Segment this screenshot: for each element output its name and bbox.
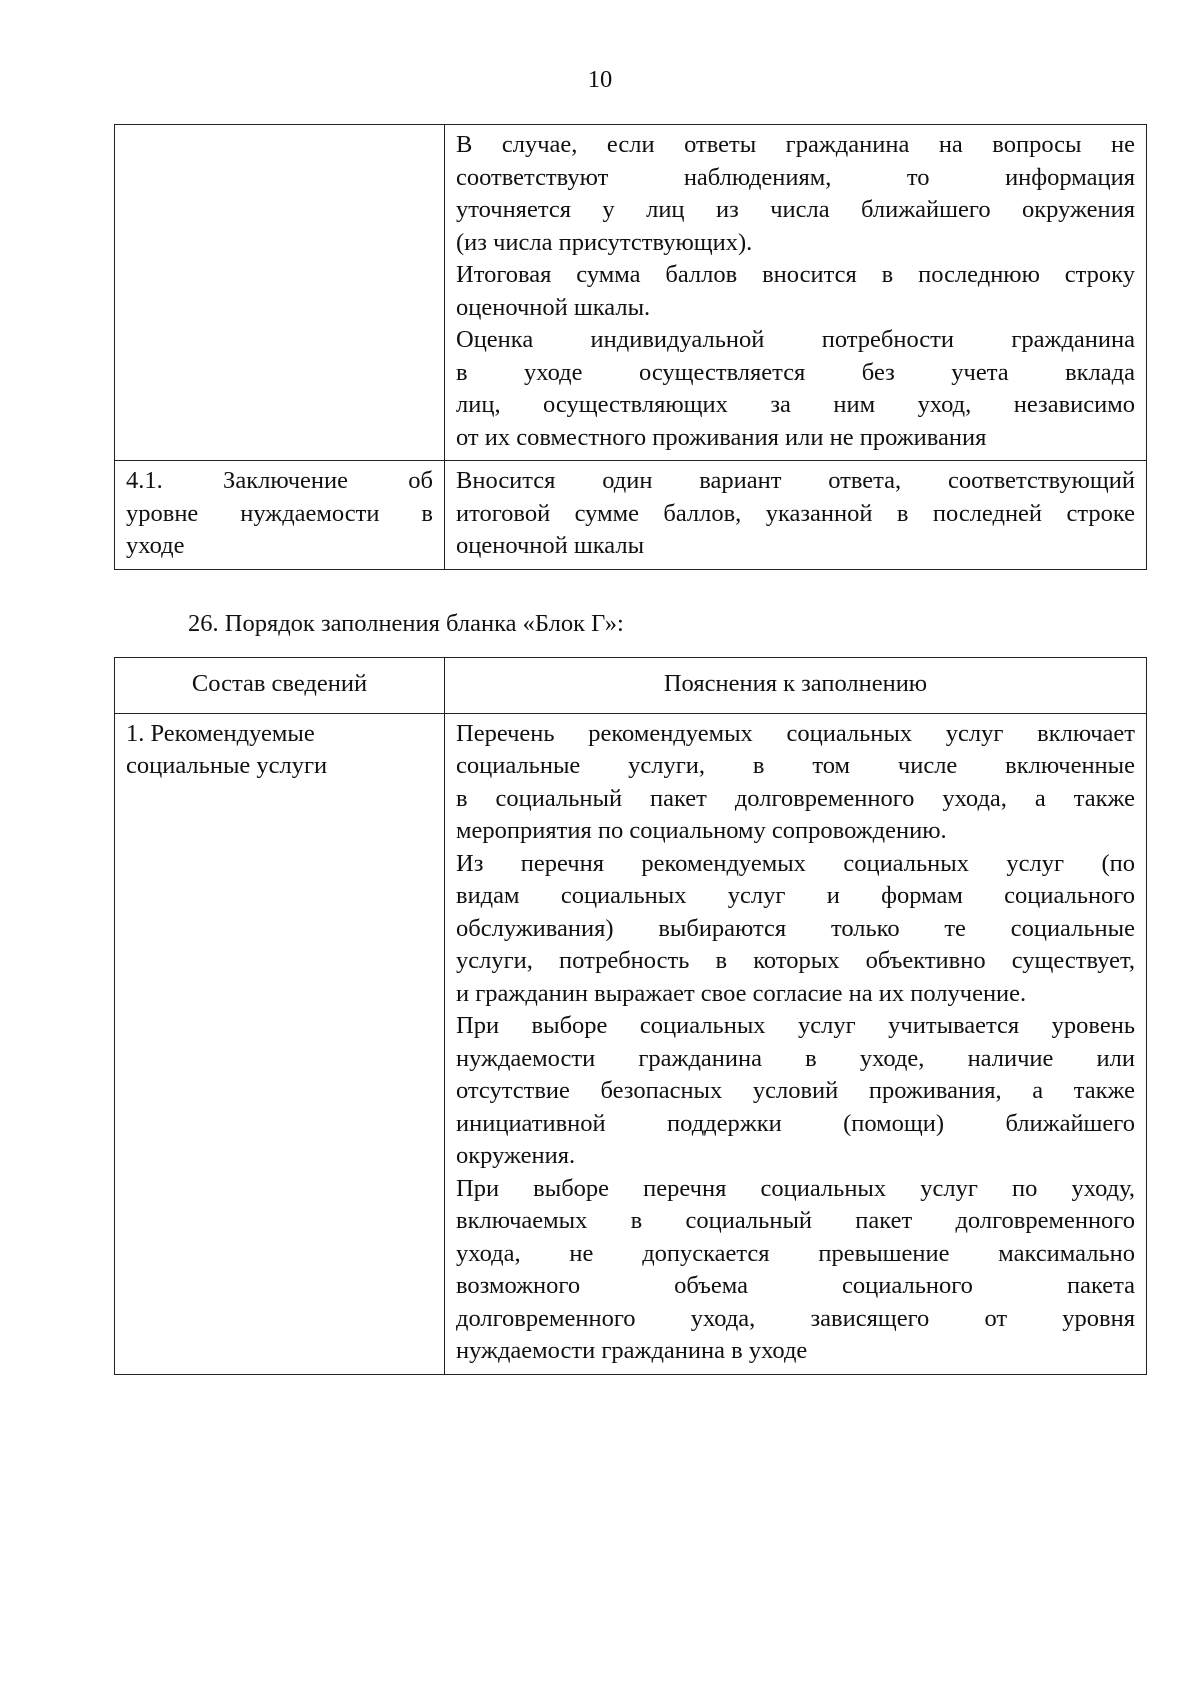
table-row xyxy=(115,461,1147,570)
text-line: Оценка индивидуальной потребности гражданина xyxy=(456,326,1135,353)
column-header: Состав сведений xyxy=(115,658,445,714)
text-line: окружения. xyxy=(456,1142,576,1169)
text-line: итоговой сумме баллов, указанной в последней строке xyxy=(456,499,1135,527)
table-cell-explanation xyxy=(445,125,1147,461)
text-line: Итоговая сумма баллов вносится в последнюю строку xyxy=(456,261,1135,288)
table-cell-explanation xyxy=(445,713,1147,1374)
text-line: Вносится один вариант ответа, соответствующий xyxy=(456,467,1135,494)
text-line: нуждаемости гражданина в уходе xyxy=(456,1337,808,1364)
text-line: 4.1. Заключение об xyxy=(126,467,433,494)
block-g-table xyxy=(114,657,1147,1375)
text-line: соответствуют наблюдениям, то информация xyxy=(456,163,1135,191)
text-line: услуги, потребность в которых объективно существует, xyxy=(456,947,1135,974)
table-cell-empty xyxy=(115,125,445,461)
text-line: видам социальных услуг и формам социального xyxy=(456,882,1135,909)
text-line: уходе xyxy=(126,532,185,559)
text-line: обслуживания) выбираются только те социальные xyxy=(456,914,1135,942)
text-line: оценочной шкалы. xyxy=(456,293,651,321)
text-line: При выборе социальных услуг учитывается уровень xyxy=(456,1012,1135,1039)
text-line: уточняется у лиц из числа ближайшего окружения xyxy=(456,196,1135,223)
text-line: инициативной поддержки (помощи) ближайшего xyxy=(456,1109,1135,1137)
text-line: оценочной шкалы xyxy=(456,532,645,559)
table-cell-item xyxy=(115,713,445,1374)
text-line: Перечень рекомендуемых социальных услуг включает xyxy=(456,719,1135,747)
text-line: долговременного ухода, зависящего от уровня xyxy=(456,1304,1135,1332)
text-line: лиц, осуществляющих за ним уход, независимо xyxy=(456,391,1135,418)
table-cell-item xyxy=(115,461,445,570)
text-line: При выборе перечня социальных услуг по уходу, xyxy=(456,1174,1135,1202)
table-cell-explanation xyxy=(445,461,1147,570)
text-line: социальные услуги xyxy=(126,752,328,779)
text-line: в социальный пакет долговременного ухода, а также xyxy=(456,784,1135,812)
table-row xyxy=(115,125,1147,461)
text-line: мероприятия по социальному сопровождению. xyxy=(456,817,947,844)
text-line: (из числа присутствующих). xyxy=(456,228,753,256)
text-line: 1. Рекомендуемые xyxy=(126,719,315,747)
text-line: В случае, если ответы гражданина на вопросы не xyxy=(456,131,1135,158)
table-header-row xyxy=(115,658,1147,714)
continued-table xyxy=(114,124,1147,570)
text-line: и гражданин выражает свое согласие на их получение. xyxy=(456,979,1027,1007)
text-line: социальные услуги, в том числе включенные xyxy=(456,752,1135,779)
text-line: уровне нуждаемости в xyxy=(126,499,433,527)
text-line: ухода, не допускается превышение максимально xyxy=(456,1239,1135,1267)
column-header: Пояснения к заполнению xyxy=(445,658,1147,714)
section-heading: 26. Порядок заполнения бланка «Блок Г»: xyxy=(188,610,624,637)
text-line: нуждаемости гражданина в уходе, наличие или xyxy=(456,1044,1135,1072)
text-line: возможного объема социального пакета xyxy=(456,1272,1135,1299)
table-row xyxy=(115,713,1147,1374)
text-line: отсутствие безопасных условий проживания, а также xyxy=(456,1077,1135,1104)
text-line: от их совместного проживания или не проживания xyxy=(456,423,987,451)
page-number: 10 xyxy=(587,66,613,93)
text-line: Из перечня рекомендуемых социальных услуг (по xyxy=(456,849,1135,877)
text-line: в уходе осуществляется без учета вклада xyxy=(456,358,1135,386)
text-line: включаемых в социальный пакет долговременного xyxy=(456,1207,1135,1234)
